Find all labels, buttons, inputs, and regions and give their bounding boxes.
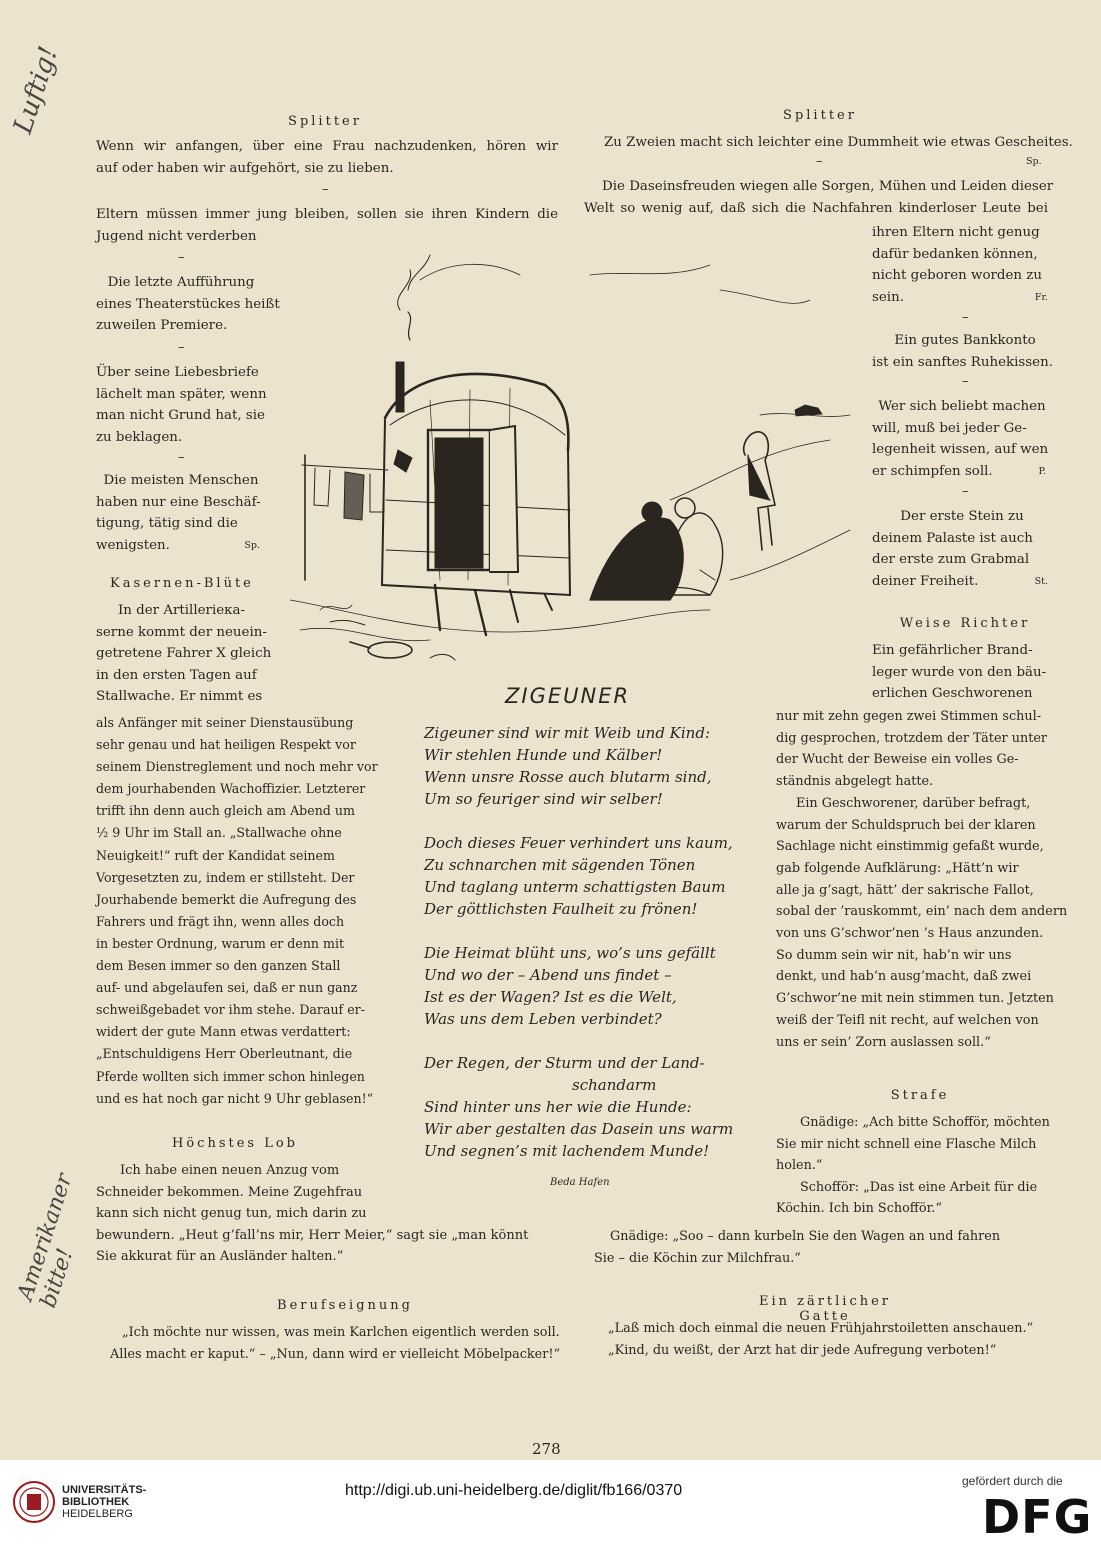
poem-line: Und segnen’s mit lachendem Munde! [424,1142,710,1160]
text-line: Wenn wir anfangen, über eine Frau nachzudenken, hören wir [96,139,558,154]
poem-line: Ist es der Wagen? Ist es die Welt, [424,988,677,1006]
left-aphorism-2 [96,204,558,247]
left-aphorism-4 [96,362,266,448]
text-line: widert der gute Mann etwas verdattert: [96,1024,351,1040]
separator: – [816,154,823,169]
right-splitter-heading: Splitter [783,108,857,123]
library-name [62,1484,146,1520]
separator: – [962,484,969,499]
right-aphorism-2-narrow [872,222,1048,308]
text-line-with-signature [96,535,266,557]
poem-line: Und taglang unterm schattigsten Baum [424,878,726,896]
text-line: bewundern. „Heut g’fall’ns mir, Herr Meier,“ sagt sie „man könnt [96,1227,529,1243]
richter-text-wide [776,706,1068,1053]
author-signature: Fr. [1034,291,1048,303]
separator: – [178,340,185,355]
text-line: getretene Fahrer X gleich [96,646,272,662]
poem-line: Zigeuner sind wir mit Weib und Kind: [424,724,711,742]
poem-line: Sind hinter uns her wie die Hunde: [424,1098,692,1116]
text-line: Über seine Liebesbriefe [96,365,259,380]
hoechstes-lob-heading: Höchstes Lob [172,1136,298,1151]
kasernen-text-wide [96,712,384,1110]
text-line-with-signature [872,461,1052,483]
text-line: nicht geboren worden zu [872,268,1042,284]
text-line: Köchin. Ich bin Schofför.“ [776,1201,942,1217]
text-line: Wer sich beliebt machen [878,399,1046,414]
text-line: kann sich nicht genug tun, mich darin zu [96,1206,367,1222]
text-line: alle ja g’sagt, hätt’ der sakrische Fallot, [776,882,1034,898]
illustration-gypsy-wagon [290,250,870,680]
text-line: Fahrers und frägt ihn, wenn alles doch [96,913,345,929]
marginalia-bottom-text: Amerikaner bitte! [13,1170,79,1311]
text-line-with-signature [872,571,1052,593]
berufseignung-text [110,1322,580,1365]
zaertlicher-gatte-text [608,1318,1058,1361]
text-fragment: deiner Freiheit. [872,573,979,589]
text-line: gab folgende Aufklärung: „Hätt’n wir [776,860,1019,876]
poem-line: Um so feuriger sind wir selber! [424,790,663,808]
left-aphorism-1 [96,136,558,179]
poem-line: Was uns dem Leben verbindet? [424,1010,662,1028]
kasernen-text-narrow [96,600,278,708]
text-line: Ein gefährlicher Brand- [872,643,1033,658]
text-line: ständnis abgelegt hatte. [776,774,934,790]
text-line: haben nur eine Beschäf- [96,494,261,510]
separator: – [962,310,969,325]
poem-stanza-2 [424,832,733,920]
text-line: So dumm sein wir nit, hab’n wir uns [776,947,1012,963]
text-line: Schneider bekommen. Meine Zugehfrau [96,1184,363,1200]
text-line: zuweilen Premiere. [96,318,228,334]
text-line: dafür bedanken können, [872,246,1038,262]
text-line: seinem Dienstreglement und noch mehr vor [96,759,378,775]
poem-line: Der Regen, der Sturm und der Land- [424,1054,705,1072]
text-line: nur mit zehn gegen zwei Stimmen schul- [776,709,1042,724]
separator: – [322,182,329,197]
poem-line: schandarm [572,1076,657,1094]
text-line: auf oder haben wir aufgehört, sie zu lieben. [96,160,394,176]
library-line-2: BIBLIOTHEK [62,1496,130,1508]
text-line: Vorgesetzten zu, indem er stillsteht. Der [96,869,355,885]
poem-line: Doch dieses Feuer verhindert uns kaum, [424,834,733,852]
text-line: denkt, und hab’n ausg’macht, daß zwei [776,969,1032,985]
separator: – [178,450,185,465]
text-line: der erste zum Grabmal [872,552,1030,568]
text-line: leger wurde von den bäu- [872,664,1047,680]
text-line: sobal der ’rauskommt, ein’ nach dem andern [776,904,1068,920]
text-line: Der erste Stein zu [900,509,1024,524]
text-line: G’schwor’ne mit nein stimmen tun. Jetzten [776,991,1054,1007]
text-line: Welt so wenig auf, daß sich die Nachfahren kinderloser Leute bei [584,200,1048,216]
text-line: dig gesprochen, trotzdem der Täter unter [776,730,1048,746]
text-line: ihren Eltern nicht genug [872,225,1040,240]
text-line: schweißgebadet vor ihm stehe. Darauf er- [96,1002,365,1018]
poem-line: Wir stehlen Hunde und Kälber! [424,746,663,764]
author-signature: Sp. [1026,156,1042,167]
dfg-logo: DFG [982,1490,1093,1544]
text-line: Gnädige: „Soo – dann kurbeln Sie den Wagen an und fahren [610,1229,1001,1244]
text-line: lächelt man später, wenn [96,386,267,402]
text-line: Sie – die Köchin zur Milchfrau.“ [594,1250,801,1266]
right-aphorism-4 [872,396,1052,482]
permalink-url[interactable]: http://digi.ub.uni-heidelberg.de/diglit/fb166/0370 [345,1482,683,1499]
text-line: Eltern müssen immer jung bleiben, sollen sie ihren Kindern die [96,207,558,222]
text-line: man nicht Grund hat, sie [96,408,265,424]
text-line: Die letzte Aufführung [107,275,255,290]
left-splitter-heading: Splitter [288,114,362,129]
hoechstes-lob-text [96,1160,576,1268]
richter-text-narrow [872,640,1062,705]
library-line-3: HEIDELBERG [62,1508,133,1520]
text-line: serne kommt der neuein- [96,624,267,640]
text-line: „Entschuldigens Herr Oberleutnant, die [96,1046,353,1062]
text-line: „Laß mich doch einmal die neuen Frühjahrstoiletten anschauen.“ [608,1321,1034,1336]
strafe-heading: Strafe [890,1088,950,1103]
text-line: Jourhabende bemerkt die Aufregung des [96,891,357,907]
author-signature: Sp. [244,539,260,551]
text-line: uns er sein’ Zorn auslassen soll.“ [776,1034,991,1050]
text-line: Die meisten Menschen [103,473,259,488]
poem-line: Wenn unsre Rosse auch blutarm sind, [424,768,712,786]
page-number: 278 [532,1440,561,1458]
text-line: deinem Palaste ist auch [872,530,1033,546]
poem-line: Wir aber gestalten das Dasein uns warm [424,1120,734,1138]
text-line: Neuigkeit!“ ruft der Kandidat seinem [96,847,335,863]
text-line: und es hat noch gar nicht 9 Uhr geblasen!“ [96,1090,374,1106]
separator: – [178,250,185,265]
zaertlicher-gatte-heading: Ein zärtlicher Gatte [758,1294,892,1324]
text-line: „Kind, du weißt, der Arzt hat dir jede Aufregung verboten!“ [608,1342,997,1358]
kasernen-heading: Kasernen-Blüte [110,576,254,591]
text-line: Die Daseinsfreuden wiegen alle Sorgen, Mühen und Leiden dieser [602,179,1054,194]
text-line: eines Theaterstückes heißt [96,296,280,312]
text-line: Ein Geschworener, darüber befragt, [796,795,1031,811]
poem-line: Zu schnarchen mit sägenden Tönen [424,856,696,874]
text-line: legenheit wissen, auf wen [872,442,1049,458]
text-line: ½ 9 Uhr im Stall an. „Stallwache ohne [96,825,342,841]
text-line: als Anfänger mit seiner Dienstausübung [96,715,354,730]
text-line: ist ein sanftes Ruhekissen. [872,354,1053,370]
text-line: in den ersten Tagen auf [96,667,257,683]
text-line: „Ich möchte nur wissen, was mein Karlchen eigentlich werden soll. [122,1325,560,1340]
text-line: warum der Schuldspruch bei der klaren [776,817,1036,833]
right-aphorism-5 [872,506,1052,592]
marginalia-top [8,42,65,138]
berufseignung-heading: Berufseignung [277,1298,413,1313]
text-line: sehr genau und hat heiligen Respekt vor [96,737,356,753]
text-line: weiß der Teifl nit recht, auf welchen von [776,1012,1039,1028]
poem-title: ZIGEUNER [505,684,631,708]
right-aphorism-3 [872,330,1058,373]
text-line: dem Besen immer so den ganzen Stall [96,958,341,974]
text-line: Alles macht er kaput.“ – „Nun, dann wird er vielleicht Möbelpacker!“ [110,1346,561,1362]
text-line: Sachlage nicht einstimmig gefaßt wurde, [776,839,1044,855]
text-line: zu beklagen. [96,429,183,445]
text-line: Schofför: „Das ist eine Arbeit für die [800,1179,1038,1195]
text-line: Sie akkurat für an Ausländer halten.“ [96,1249,344,1265]
text-line: In der Artilleriека- [118,603,246,618]
text-line: Jugend nicht verderben [96,228,257,244]
strafe-text-wide [594,1226,1058,1269]
poem-author: Beda Hafen [550,1177,610,1188]
marginalia-bottom [14,1153,106,1310]
strafe-text [776,1112,1058,1220]
text-line: holen.“ [776,1158,823,1174]
text-line: Stallwache. Er nimmt es [96,689,263,705]
author-signature: P. [1038,465,1046,477]
marginalia-top-text: Luftig! [8,42,65,138]
text-fragment: wenigsten. [96,537,170,553]
funded-by-text: gefördert durch die [962,1474,1063,1488]
poem-stanza-3 [424,942,716,1030]
left-aphorism-3 [96,272,280,337]
author-signature: St. [1034,575,1048,587]
text-line: tigung, tätig sind die [96,516,238,532]
university-seal-icon [12,1480,56,1524]
library-line-1: UNIVERSITÄTS- [62,1484,147,1496]
text-line: Zu Zweien macht sich leichter eine Dummheit wie etwas Gescheites. [604,135,1073,150]
text-line: trifft ihn denn auch gleich am Abend um [96,803,355,819]
right-aphorism-1 [596,132,1073,154]
text-line: in bester Ordnung, warum er denn mit [96,935,345,951]
poem-stanza-4 [424,1052,733,1162]
left-aphorism-5 [96,470,266,556]
text-line: Pferde wollten sich immer schon hinlegen [96,1068,365,1084]
weise-richter-heading: Weise Richter [899,616,1031,631]
text-line: auf- und abgelaufen sei, daß er nun ganz [96,980,358,996]
text-line-with-signature [872,287,1048,309]
text-line: erlichen Geschworenen [872,686,1033,702]
separator: – [962,374,969,389]
text-line: von uns G’schwor’nen ’s Haus anzunden. [776,926,1044,942]
right-aphorism-2-wide [584,176,1054,219]
poem-line: Und wo der – Abend uns findet – [424,966,672,984]
text-line: Gnädige: „Ach bitte Schofför, möchten [800,1115,1050,1130]
text-fragment: er schimpfen soll. [872,463,993,479]
poem-stanza-1 [424,722,712,810]
poem-line: Die Heimat blüht uns, wo’s uns gefällt [424,944,716,962]
text-line: dem jourhabenden Wachoffizier. Letzterer [96,781,366,797]
text-line: Sie mir nicht schnell eine Flasche Milch [776,1136,1037,1152]
poem-line: Der göttlichsten Faulheit zu frönen! [424,900,698,918]
text-line: Ein gutes Bankkonto [894,333,1036,348]
text-line: will, muß bei jeder Ge- [872,420,1027,436]
digitization-footer [0,1460,1101,1557]
text-fragment: sein. [872,289,904,305]
text-line: der Wucht der Beweise ein volles Ge- [776,752,1019,768]
text-line: Ich habe einen neuen Anzug vom [120,1163,340,1178]
